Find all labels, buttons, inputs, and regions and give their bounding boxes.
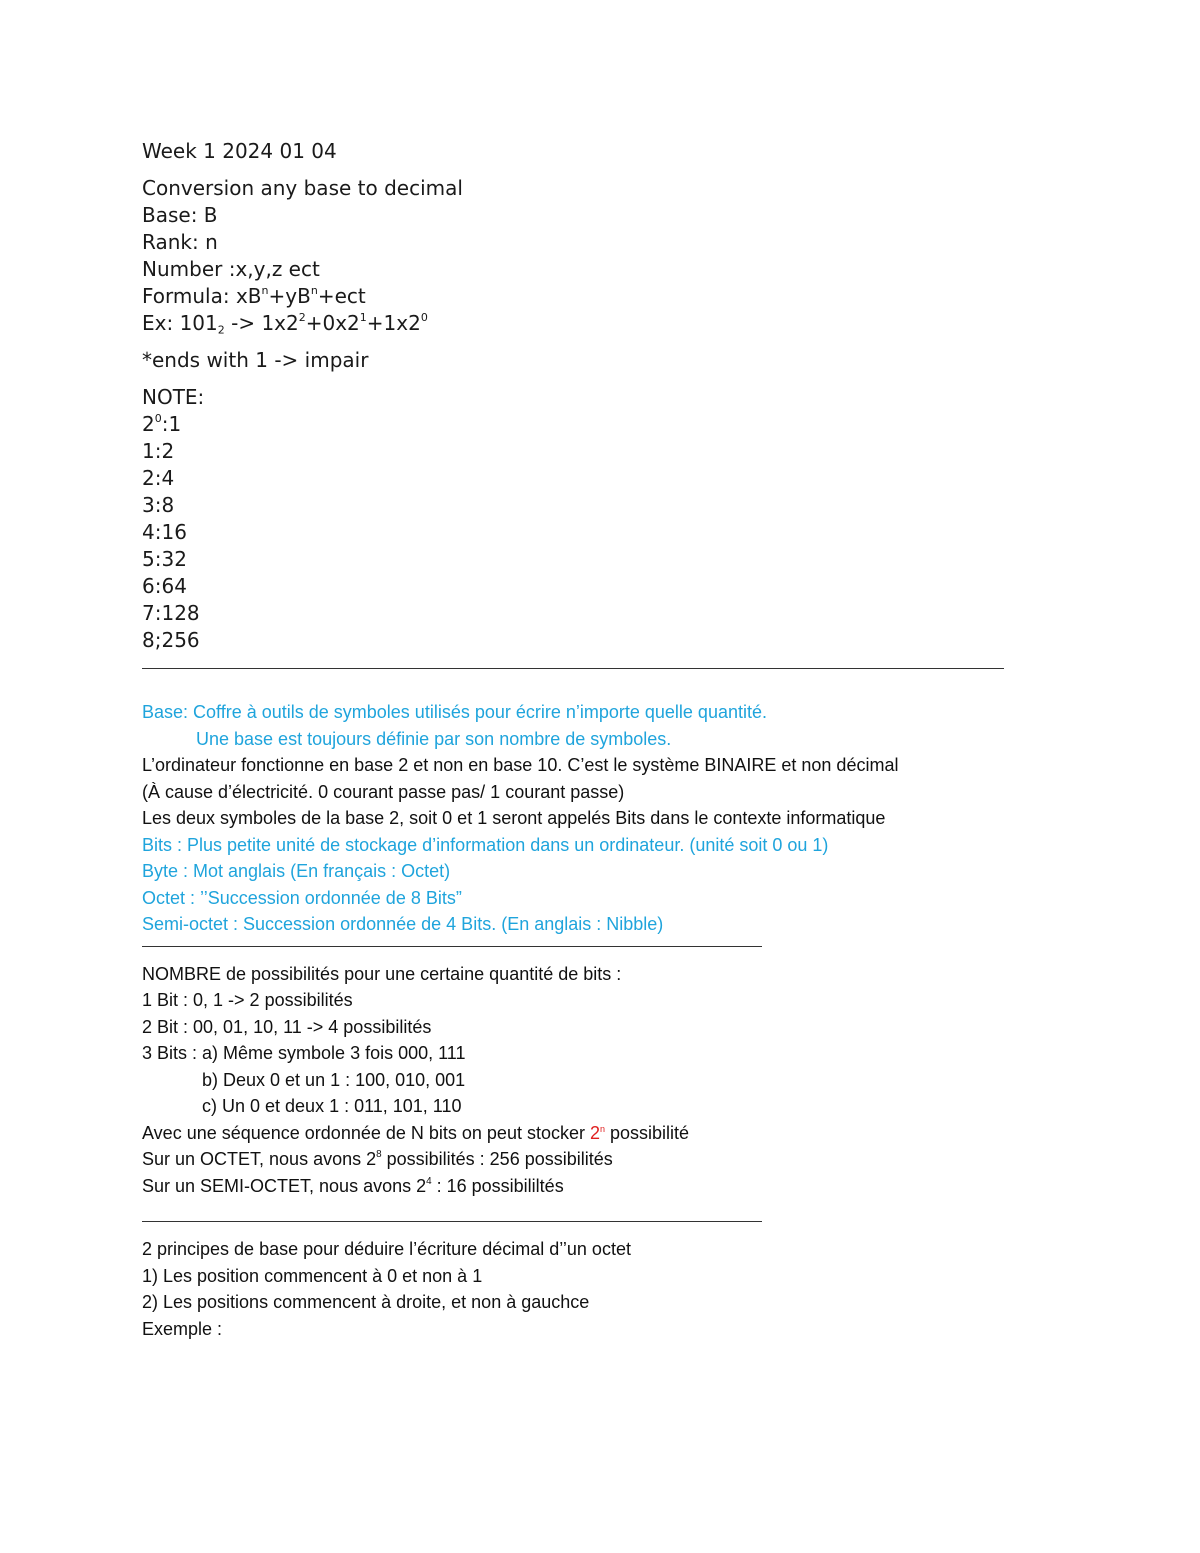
cause-line: (À cause d’électricité. 0 courant passe pas/ 1 courant passe) — [142, 781, 625, 802]
symbols-line: Les deux symboles de la base 2, soit 0 et 1 seront appelés Bits dans le contexte informatique — [142, 808, 886, 828]
possibilities-title: NOMBRE de possibilités pour une certaine quantité de bits : — [142, 963, 622, 984]
base-definition-continued: Une base est toujours définie par son nombre de symboles. — [196, 728, 672, 749]
possibility-line: 2 Bit : 00, 01, 10, 11 -> 4 possibilités — [142, 1016, 432, 1037]
example-text: +1x2 — [366, 311, 421, 335]
computer-line: L’ordinateur fonctionne en base 2 et non en base 10. C’est le système BINAIRE et non décimal — [142, 755, 899, 775]
note-row: 5:32 — [142, 547, 187, 571]
base-line: Base: B — [142, 203, 218, 227]
example-exponent: 1 — [359, 311, 367, 325]
example-line — [142, 310, 1042, 337]
bits-definition: Bits : Plus petite unité de stockage d’information dans un ordinateur. (unité soit 0 ou 1) — [142, 834, 829, 855]
octet-definition: Octet : ’’Succession ordonnée de 8 Bits” — [142, 887, 462, 908]
octet-text: possibilités : 256 possibilités — [381, 1149, 613, 1169]
possibility-line: 1 Bit : 0, 1 -> 2 possibilités — [142, 990, 353, 1010]
semi-octet-text: Sur un SEMI-OCTET, nous avons 2 — [142, 1175, 427, 1196]
ends-note: *ends with 1 -> impair — [142, 348, 369, 372]
base-definition: Base: Coffre à outils de symboles utilisés pour écrire n’importe quelle quantité. — [142, 702, 767, 722]
example-text: Ex: 101 — [142, 311, 218, 335]
example-exponent: 2 — [298, 311, 306, 325]
rank-line: Rank: n — [142, 230, 218, 254]
definitions-section — [142, 699, 1042, 1342]
note-row: 8;256 — [142, 628, 200, 652]
divider — [142, 946, 762, 947]
semi-octet-text: Succession ordonnée de 4 Bits. (En anglais : Nibble) — [238, 914, 664, 934]
n-bits-exponent: n — [600, 1123, 606, 1134]
possibility-line: c) Un 0 et deux 1 : 011, 101, 110 — [202, 1096, 462, 1116]
byte-definition: Byte : Mot anglais (En français : Octet) — [142, 861, 451, 881]
semi-octet-text: : 16 possibililtés — [431, 1175, 564, 1196]
example-text: -> 1x2 — [224, 311, 299, 335]
possibility-line: 3 Bits : a) Même symbole 3 fois 000, 111 — [142, 1043, 466, 1063]
document-page — [142, 138, 1042, 1342]
n-bits-text: Avec une séquence ordonnée de N bits on peut stocker — [142, 1122, 590, 1143]
note-row: 2:4 — [142, 466, 175, 490]
n-bits-text: possibilité — [605, 1122, 690, 1143]
semi-octet-definition — [142, 911, 1042, 938]
divider — [142, 668, 1004, 669]
formula-text: +ect — [317, 284, 366, 308]
divider — [142, 1221, 762, 1222]
formula-text: +yB — [268, 284, 311, 308]
number-line: Number :x,y,z ect — [142, 257, 320, 281]
example-exponent: 0 — [420, 311, 428, 325]
principle-item: 2) Les positions commencent à droite, et non à gauchce — [142, 1292, 590, 1312]
formula-exponent: n — [261, 284, 269, 298]
note-row: 4:16 — [142, 520, 187, 544]
example-subscript: 2 — [217, 323, 225, 337]
principles-title: 2 principes de base pour déduire l’écriture décimal d’’un octet — [142, 1239, 631, 1259]
semi-octet-exponent: 4 — [426, 1175, 432, 1187]
note-row — [142, 411, 1042, 438]
n-bits-line — [142, 1120, 1042, 1147]
note-exponent: 0 — [154, 412, 162, 426]
note-row: 7:128 — [142, 601, 200, 625]
conversion-section — [142, 138, 1042, 654]
octet-line — [142, 1146, 1042, 1173]
note-value: :1 — [161, 412, 182, 436]
semi-octet-label: Semi-octet : — [142, 914, 239, 934]
principle-item: 1) Les position commencent à 0 et non à 1 — [142, 1265, 483, 1286]
note-row: 3:8 — [142, 493, 175, 517]
octet-exponent: 8 — [376, 1149, 382, 1161]
possibility-line: b) Deux 0 et un 1 : 100, 010, 001 — [202, 1069, 466, 1090]
page-heading: Week 1 2024 01 04 — [142, 139, 337, 163]
semi-octet-line — [142, 1173, 1042, 1200]
formula-text: Formula: xB — [142, 284, 262, 308]
note-row: 1:2 — [142, 439, 175, 463]
example-text: +0x2 — [305, 311, 360, 335]
formula-exponent: n — [310, 284, 318, 298]
example-label: Exemple : — [142, 1318, 223, 1339]
note-label: NOTE: — [142, 385, 205, 409]
octet-text: Sur un OCTET, nous avons 2 — [142, 1149, 377, 1169]
n-bits-base: 2 — [589, 1122, 600, 1143]
conversion-title: Conversion any base to decimal — [142, 176, 463, 200]
note-base: 2 — [142, 412, 155, 436]
formula-line — [142, 283, 1042, 310]
note-row: 6:64 — [142, 574, 187, 598]
